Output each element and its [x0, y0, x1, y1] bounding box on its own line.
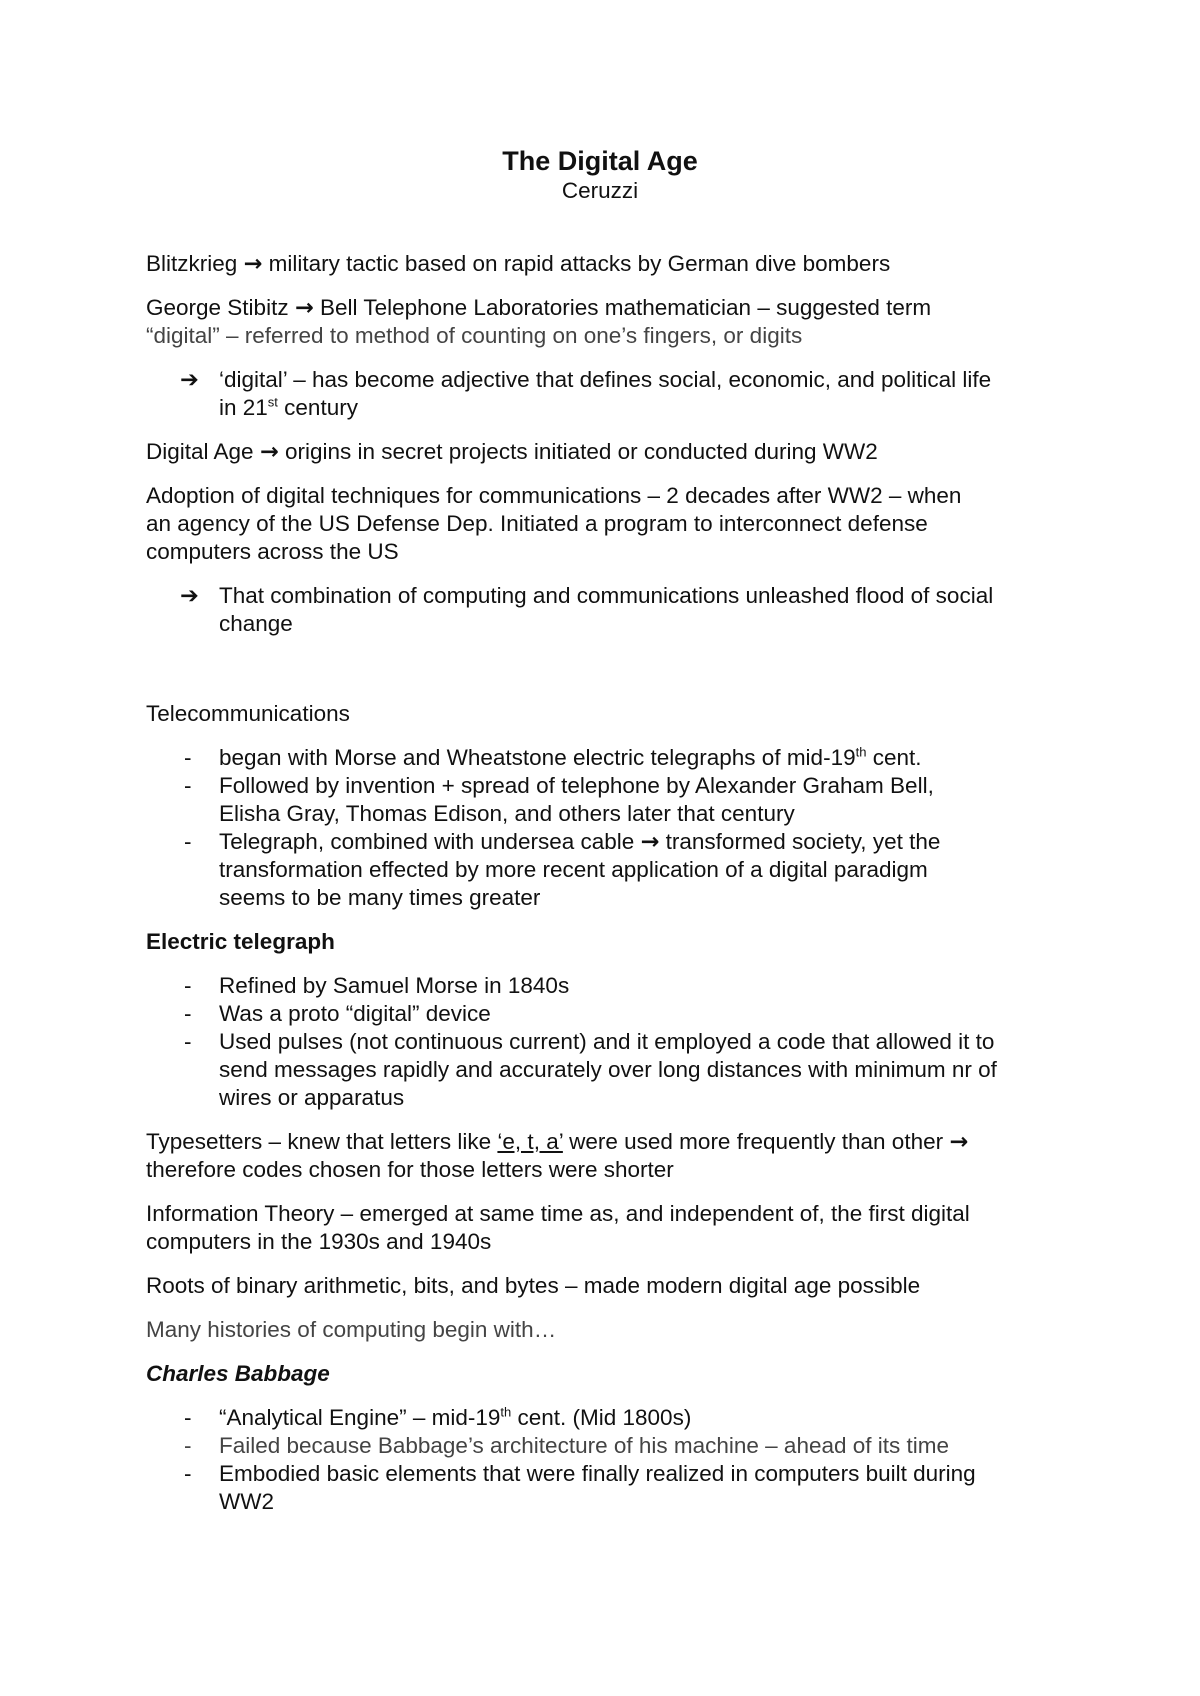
list-item [146, 828, 1076, 912]
text-line2a: in 21 [219, 395, 268, 420]
digital-age-note [146, 438, 1076, 466]
page-title: The Digital Age [502, 146, 698, 176]
superscript: th [855, 744, 867, 760]
item-text: Failed because Babbage’s architecture of his machine – ahead of its time [219, 1433, 950, 1458]
arrow-bullet-digital [146, 366, 1076, 422]
underlined-letters: ‘e, t, a’ [497, 1129, 563, 1154]
item-text-line2: send messages rapidly and accurately over long distances with minimum nr of [219, 1057, 997, 1082]
spacer [146, 654, 1076, 700]
item-text-line2: WW2 [219, 1489, 274, 1514]
text-line2: change [219, 611, 293, 636]
definition: Bell Telephone Laboratories mathematician – suggested term [319, 295, 932, 320]
arrow-icon: → [294, 295, 314, 321]
arrow-icon: → [640, 829, 660, 855]
dash-marker: - [184, 773, 192, 798]
definition-line2: “digital” – referred to method of counting on one’s fingers, or digits [146, 323, 803, 348]
babbage-list [146, 1404, 1076, 1516]
text-line2: therefore codes chosen for those letters were shorter [146, 1157, 674, 1182]
adoption-note [146, 482, 1076, 566]
item-text: Was a proto “digital” device [219, 1001, 491, 1026]
blitzkrieg-note [146, 250, 1076, 278]
arrow-icon: → [259, 439, 279, 465]
item-text-line3: seems to be many times greater [219, 885, 541, 910]
bullet-arrow-icon: ➔ [180, 367, 199, 393]
arrow-icon: → [949, 1129, 969, 1155]
item-text: Telegraph, combined with undersea cable [219, 829, 635, 854]
title-block [0, 145, 1200, 205]
telecom-list [146, 744, 1076, 912]
line1: Information Theory – emerged at same time as, and independent of, the first digital [146, 1201, 970, 1226]
text-line1: That combination of computing and communications unleashed flood of social [219, 583, 994, 608]
item-text-line3: wires or apparatus [219, 1085, 405, 1110]
typesetters-note [146, 1128, 1076, 1184]
bullet-arrow-icon: ➔ [180, 583, 199, 609]
item-text: “Analytical Engine” – mid-19 [219, 1405, 501, 1430]
list-item [146, 972, 1076, 1000]
arrow-bullet-combination [146, 582, 1076, 638]
roots-note: Roots of binary arithmetic, bits, and bytes – made modern digital age possible [146, 1273, 921, 1298]
dash-marker: - [184, 1405, 192, 1430]
item-text-line2: transformation effected by more recent application of a digital paradigm [219, 857, 928, 882]
list-item [146, 1404, 1076, 1432]
item-text: Followed by invention + spread of telephone by Alexander Graham Bell, [219, 773, 934, 798]
list-item [146, 1432, 1076, 1460]
term: George Stibitz [146, 295, 289, 320]
dash-marker: - [184, 745, 192, 770]
dash-marker: - [184, 1461, 192, 1486]
dash-marker: - [184, 1029, 192, 1054]
page-subtitle: Ceruzzi [561, 178, 639, 203]
list-item [146, 1460, 1076, 1516]
definition: military tactic based on rapid attacks by German dive bombers [268, 251, 891, 276]
text-mid: were used more frequently than other [562, 1129, 944, 1154]
list-item [146, 1000, 1076, 1028]
item-text: Refined by Samuel Morse in 1840s [219, 973, 570, 998]
item-text-line2: Elisha Gray, Thomas Edison, and others later that century [219, 801, 795, 826]
dash-marker: - [184, 829, 192, 854]
line2: computers in the 1930s and 1940s [146, 1229, 492, 1254]
telecom-heading: Telecommunications [146, 701, 350, 726]
term: Digital Age [146, 439, 254, 464]
term: Blitzkrieg [146, 251, 238, 276]
dash-marker: - [184, 973, 192, 998]
line1: Adoption of digital techniques for communications – 2 decades after WW2 – when [146, 483, 962, 508]
list-item [146, 772, 1076, 828]
text-start: Typesetters – knew that letters like [146, 1129, 498, 1154]
histories-note: Many histories of computing begin with… [146, 1317, 557, 1342]
text-line1: ‘digital’ – has become adjective that defines social, economic, and political life [219, 367, 992, 392]
stibitz-note [146, 294, 1076, 350]
item-text: Embodied basic elements that were finally realized in computers built during [219, 1461, 976, 1486]
item-text-end: cent. [866, 745, 922, 770]
superscript: th [500, 1404, 512, 1420]
telegraph-heading: Electric telegraph [146, 929, 335, 954]
list-item [146, 1028, 1076, 1112]
line2: an agency of the US Defense Dep. Initiated a program to interconnect defense [146, 511, 928, 536]
item-text: began with Morse and Wheatstone electric telegraphs of mid-19 [219, 745, 856, 770]
superscript: st [267, 394, 278, 410]
item-text-cont: transformed society, yet the [665, 829, 941, 854]
dash-marker: - [184, 1433, 192, 1458]
arrow-icon: → [243, 251, 263, 277]
babbage-heading: Charles Babbage [146, 1361, 330, 1386]
text-line2b: century [277, 395, 358, 420]
telegraph-list [146, 972, 1076, 1112]
line3: computers across the US [146, 539, 399, 564]
dash-marker: - [184, 1001, 192, 1026]
definition: origins in secret projects initiated or conducted during WW2 [284, 439, 878, 464]
info-theory-note [146, 1200, 1076, 1256]
document-body [146, 250, 1076, 1532]
list-item [146, 744, 1076, 772]
item-text-end: cent. (Mid 1800s) [511, 1405, 692, 1430]
item-text: Used pulses (not continuous current) and it employed a code that allowed it to [219, 1029, 995, 1054]
